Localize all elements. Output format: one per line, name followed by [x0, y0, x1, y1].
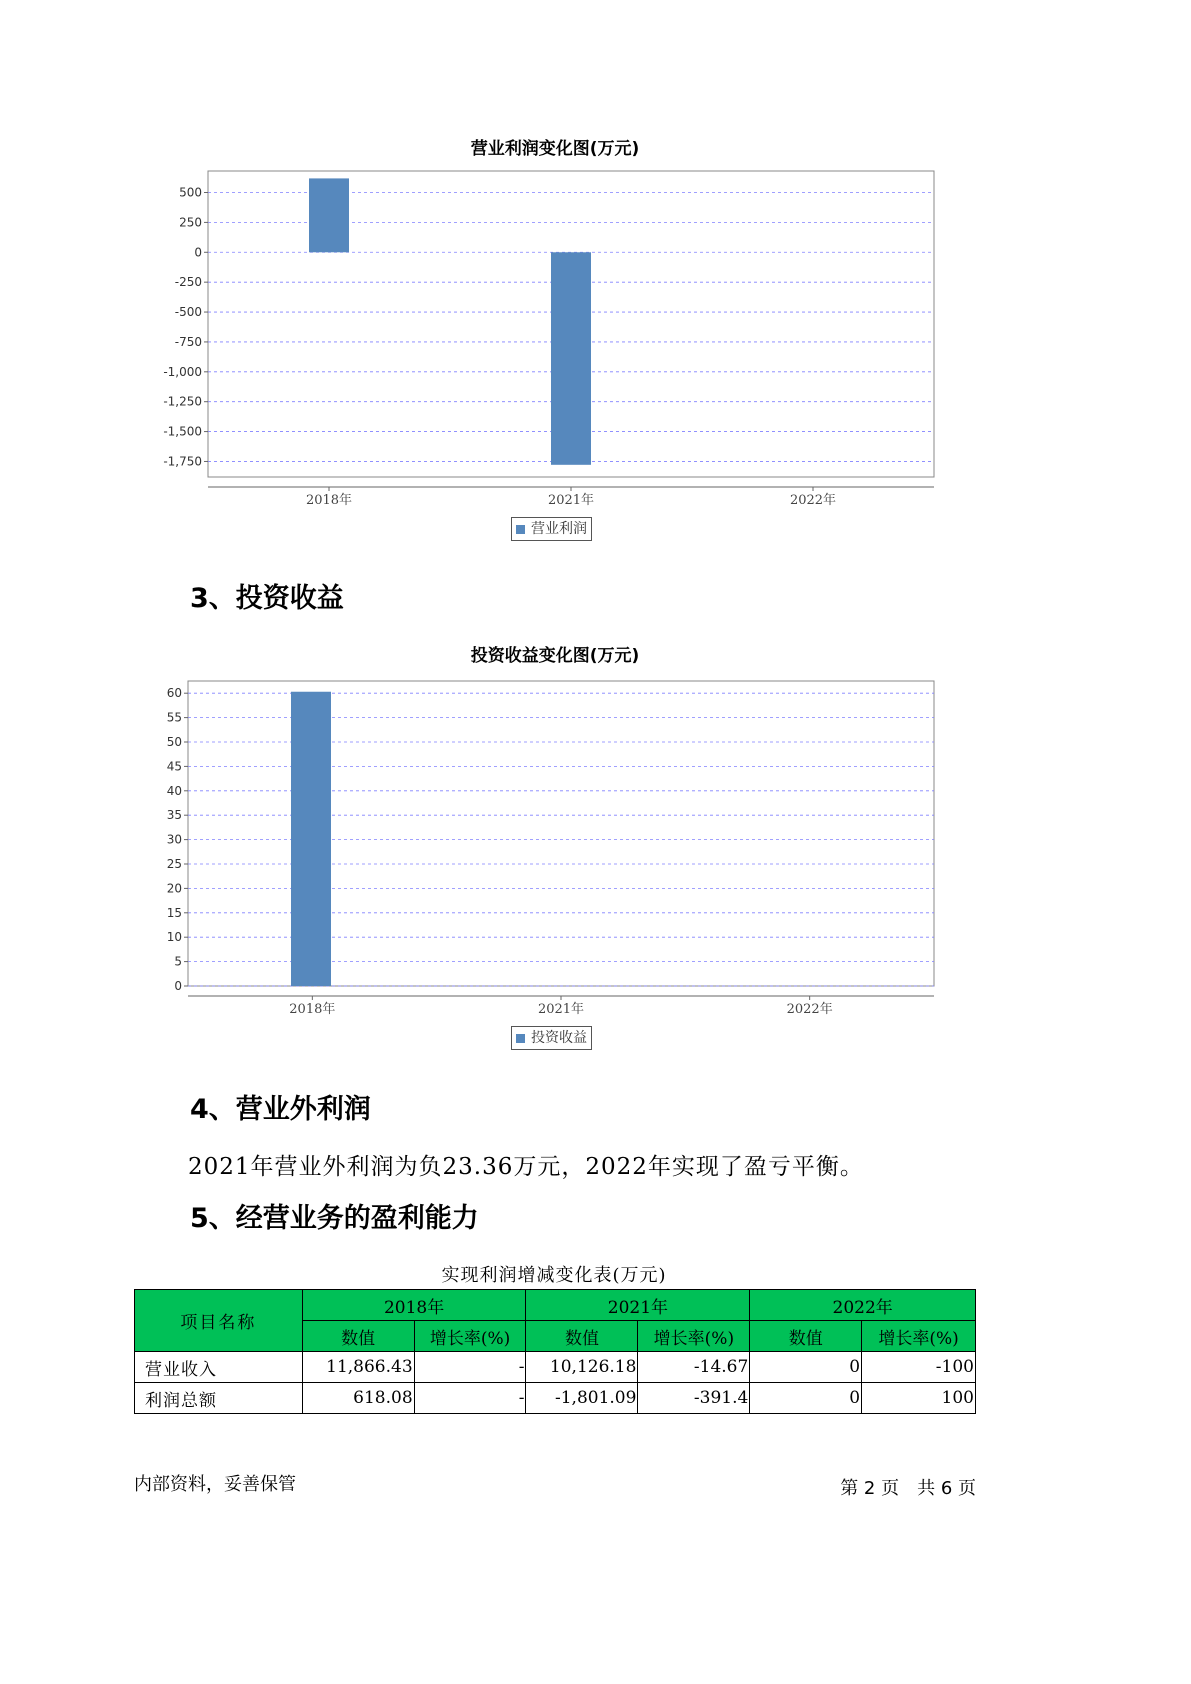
- sub-value-header: 数值: [750, 1321, 862, 1352]
- x-tick-label: 2021年: [537, 1002, 585, 1017]
- legend-swatch: [516, 1034, 525, 1043]
- y-tick-label: 0: [174, 979, 182, 993]
- footer-confidential: 内部资料，妥善保管: [134, 1474, 296, 1495]
- y-tick-label: 40: [166, 783, 182, 798]
- x-tick-label: 2022年: [786, 1002, 833, 1017]
- y-tick-label: 50: [166, 735, 182, 749]
- table-header-row: [135, 1290, 976, 1321]
- y-tick-label: 20: [166, 881, 182, 896]
- year-header-2022: 2022年: [750, 1290, 976, 1321]
- section5-heading: 5、经营业务的盈利能力: [190, 1203, 479, 1234]
- footer-page-number: 第 2 页 共 6 页: [840, 1478, 976, 1499]
- table-cell: 11,866.43: [302, 1352, 414, 1383]
- y-tick-label: 55: [166, 710, 182, 725]
- table-cell: -391.4: [638, 1383, 750, 1414]
- y-tick-label: 15: [166, 905, 182, 920]
- y-tick-label: 25: [166, 857, 182, 871]
- chart2-legend-label: 投资收益: [531, 1030, 587, 1046]
- y-tick-label: -1,500: [163, 424, 202, 439]
- item-name-header: 项目名称: [135, 1290, 303, 1352]
- sub-growth-header: 增长率(%): [862, 1321, 976, 1352]
- chart2-title: 投资收益变化图(万元): [470, 646, 640, 666]
- table-cell: 10,126.18: [526, 1352, 638, 1383]
- y-tick-label: 60: [166, 686, 182, 701]
- row-label: 营业收入: [135, 1352, 303, 1383]
- x-tick-label: 2018年: [289, 1002, 336, 1017]
- x-tick-label: 2018年: [305, 493, 353, 508]
- sub-value-header: 数值: [302, 1321, 414, 1352]
- table-caption: 实现利润增减变化表(万元): [441, 1265, 667, 1286]
- table-row: [135, 1352, 976, 1383]
- x-tick-label: 2022年: [789, 493, 837, 508]
- chart2-legend: [511, 1026, 592, 1050]
- bar: [291, 692, 331, 986]
- year-header-2021: 2021年: [526, 1290, 750, 1321]
- x-tick-label: 2021年: [547, 493, 595, 508]
- y-tick-label: 45: [166, 759, 182, 774]
- y-tick-label: -1,000: [163, 364, 202, 379]
- y-tick-label: 0: [194, 245, 202, 260]
- table-cell: 0: [750, 1352, 862, 1383]
- chart1-title: 营业利润变化图(万元): [470, 139, 640, 159]
- table-cell: -1,801.09: [526, 1383, 638, 1414]
- table-row: [135, 1383, 976, 1414]
- y-tick-label: -500: [174, 305, 202, 320]
- y-tick-label: -250: [174, 275, 202, 290]
- y-tick-label: 35: [166, 808, 182, 823]
- section4-heading: 4、营业外利润: [190, 1094, 371, 1125]
- table-cell: -: [414, 1352, 526, 1383]
- y-tick-label: -1,750: [163, 454, 202, 469]
- sub-growth-header: 增长率(%): [638, 1321, 750, 1352]
- table-cell: 618.08: [302, 1383, 414, 1414]
- profit-change-table: [134, 1289, 976, 1414]
- table-cell: -: [414, 1383, 526, 1414]
- section4-paragraph: 2021年营业外利润为负23.36万元，2022年实现了盈亏平衡。: [188, 1154, 864, 1180]
- y-tick-label: 5: [174, 954, 182, 969]
- y-tick-label: 10: [166, 930, 182, 945]
- sub-growth-header: 增长率(%): [414, 1321, 526, 1352]
- table-cell: 100: [862, 1383, 976, 1414]
- section3-heading: 3、投资收益: [190, 583, 344, 614]
- sub-value-header: 数值: [526, 1321, 638, 1352]
- table-cell: -14.67: [638, 1352, 750, 1383]
- table-cell: 0: [750, 1383, 862, 1414]
- y-tick-label: 30: [166, 832, 182, 847]
- chart1-legend-label: 营业利润: [531, 521, 587, 537]
- row-label: 利润总额: [135, 1383, 303, 1414]
- year-header-2018: 2018年: [302, 1290, 526, 1321]
- y-tick-label: 500: [179, 185, 202, 200]
- y-tick-label: 250: [179, 215, 202, 230]
- table-cell: -100: [862, 1352, 976, 1383]
- y-tick-label: -750: [174, 334, 202, 349]
- y-tick-label: -1,250: [163, 394, 202, 409]
